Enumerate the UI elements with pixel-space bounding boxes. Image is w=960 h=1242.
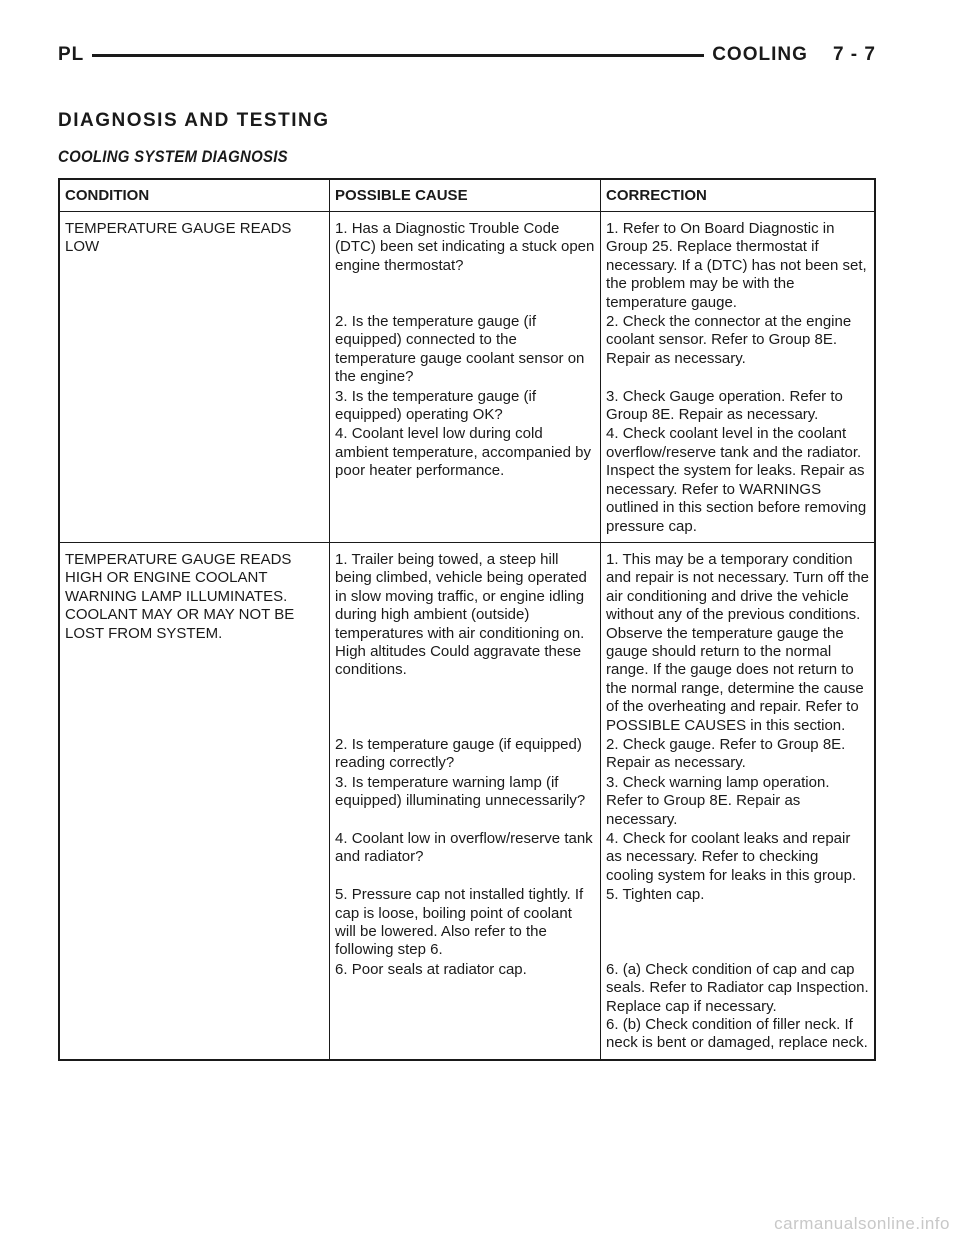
correction-cell: 4. Check coolant level in the coolant overflow/reserve tank and the radiator. Inspect the system for leaks. Repair as necessary. Refer to WARNINGS outlined in this section before removing pressure cap.: [601, 424, 875, 542]
section-title: DIAGNOSIS AND TESTING: [58, 110, 330, 131]
cause-cell: 1. Has a Diagnostic Trouble Code (DTC) been set indicating a stuck open engine thermostat?: [330, 212, 601, 313]
column-header-cause: POSSIBLE CAUSE: [330, 179, 601, 212]
table-header-row: [59, 179, 875, 212]
subsection-title: COOLING SYSTEM DIAGNOSIS: [58, 147, 288, 166]
header-section-page: COOLING 7 - 7: [704, 44, 876, 66]
correction-cell: 3. Check Gauge operation. Refer to Group 8E. Repair as necessary.: [601, 387, 875, 425]
correction-cell: 2. Check the connector at the engine coolant sensor. Refer to Group 8E. Repair as necessary.: [601, 312, 875, 387]
correction-cell: 6. (a) Check condition of cap and cap seals. Refer to Radiator cap Inspection. Replace cap if necessary. 6. (b) Check condition of filler neck. If neck is bent or damaged, replace neck.: [601, 960, 875, 1060]
cause-cell: 2. Is temperature gauge (if equipped) reading correctly?: [330, 735, 601, 773]
cause-cell: 1. Trailer being towed, a steep hill being climbed, vehicle being operated in slow moving traffic, or engine idling during high ambient (outside) temperatures with air conditioning on. High altitudes Could aggravate these conditions.: [330, 542, 601, 735]
column-header-condition: CONDITION: [59, 179, 330, 212]
condition-cell: TEMPERATURE GAUGE READS HIGH OR ENGINE COOLANT WARNING LAMP ILLUMINATES. COOLANT MAY OR MAY NOT BE LOST FROM SYSTEM.: [59, 542, 330, 1059]
correction-cell: 4. Check for coolant leaks and repair as necessary. Refer to checking cooling system for leaks in this group.: [601, 829, 875, 885]
cause-cell: 4. Coolant level low during cold ambient temperature, accompanied by poor heater performance.: [330, 424, 601, 542]
cause-cell: 3. Is temperature warning lamp (if equipped) illuminating unnecessarily?: [330, 773, 601, 829]
cause-cell: 3. Is the temperature gauge (if equipped) operating OK?: [330, 387, 601, 425]
column-header-correction: CORRECTION: [601, 179, 875, 212]
correction-cell: 1. This may be a temporary condition and repair is not necessary. Turn off the air conditioning and drive the vehicle without any of the previous conditions. Observe the temperature gauge the gauge should return to the normal range. If the gauge does not return to the normal range, determine the cause of the overheating and repair. Refer to POSSIBLE CAUSES in this section.: [601, 542, 875, 735]
cause-cell: 5. Pressure cap not installed tightly. If cap is loose, boiling point of coolant will be lowered. Also refer to the following step 6.: [330, 885, 601, 960]
cause-cell: 2. Is the temperature gauge (if equipped) connected to the temperature gauge coolant sensor on the engine?: [330, 312, 601, 387]
table-row: [59, 212, 875, 313]
correction-cell: 2. Check gauge. Refer to Group 8E. Repair as necessary.: [601, 735, 875, 773]
diagnosis-table: [58, 178, 876, 1061]
header-rule: [92, 54, 736, 57]
condition-cell: TEMPERATURE GAUGE READS LOW: [59, 212, 330, 543]
correction-cell: 3. Check warning lamp operation. Refer to Group 8E. Repair as necessary.: [601, 773, 875, 829]
correction-cell: 5. Tighten cap.: [601, 885, 875, 960]
cause-cell: 6. Poor seals at radiator cap.: [330, 960, 601, 1060]
page-header: [58, 40, 876, 70]
table-body: [59, 212, 875, 1060]
cause-cell: 4. Coolant low in overflow/reserve tank and radiator?: [330, 829, 601, 885]
correction-cell: 1. Refer to On Board Diagnostic in Group 25. Replace thermostat if necessary. If a (DTC) has not been set, the problem may be with the temperature gauge.: [601, 212, 875, 313]
watermark: carmanualsonline.info: [774, 1214, 950, 1233]
header-model-code: PL: [58, 44, 92, 66]
table-row: [59, 542, 875, 735]
